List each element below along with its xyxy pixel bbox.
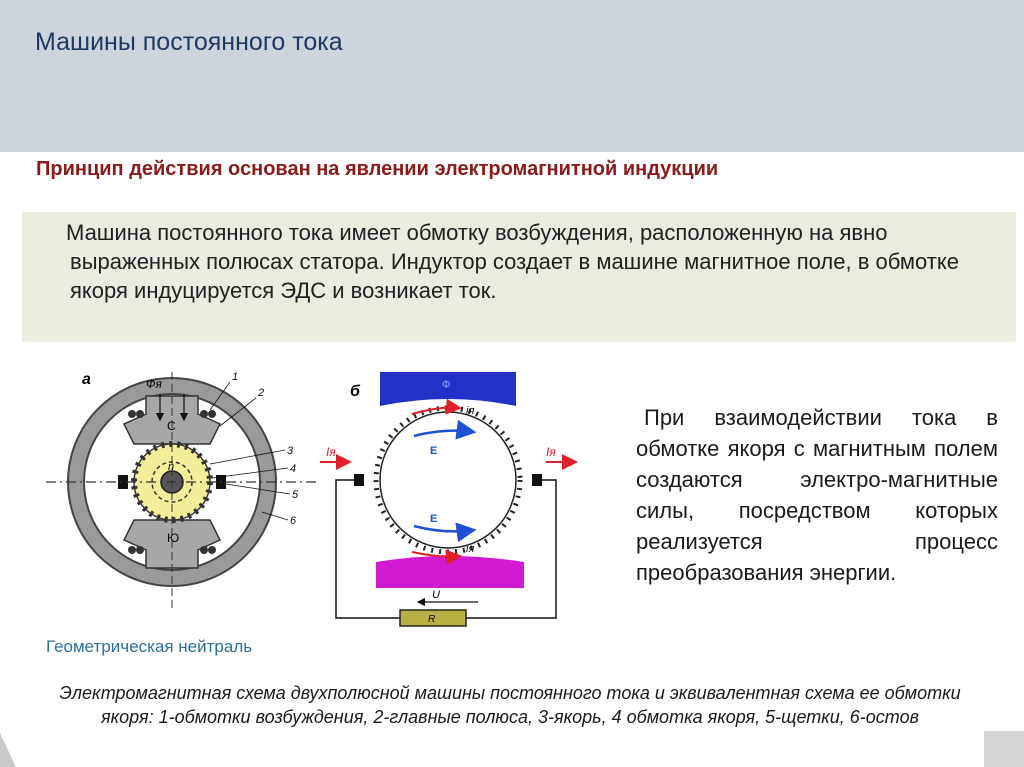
pole-top-letter: Ф [442, 379, 451, 391]
slide-title: Машины постоянного тока [35, 28, 343, 56]
emf-top: E [430, 445, 438, 457]
label-b: б [350, 383, 360, 400]
corner-decoration-left [0, 733, 16, 767]
num-2: 2 [258, 387, 265, 399]
num-6: 6 [290, 515, 297, 527]
neutral-label: Геометрическая нейтраль [46, 637, 253, 656]
equivalent-circuit [320, 372, 576, 626]
armature-current-top: iя [466, 405, 475, 417]
brush-b-right [532, 474, 542, 486]
num-1: 1 [232, 371, 239, 383]
num-4: 4 [290, 463, 297, 475]
pole-south-label: Ю [167, 531, 180, 545]
figure-caption: Электромагнитная схема двухполюсной машины постоянного тока и эквивалентная схема ее обмотки якоря: 1-обмотки возбуждения, 2-главные полюса, 3-якорь, 4 обмотка якоря, 5-щетки, 6-остов [59, 683, 961, 727]
pole-bottom-magenta [376, 556, 524, 588]
speed-label: n [168, 461, 175, 473]
resistor-label: R [428, 614, 436, 625]
slide-header [0, 0, 1024, 152]
current-right-label: Iя [546, 445, 556, 459]
pole-north-label: С [167, 419, 176, 433]
num-5: 5 [292, 489, 299, 501]
armature-current-bottom: iя [466, 543, 475, 555]
current-left-label: Iя [326, 445, 336, 459]
emf-bottom: E [430, 513, 438, 525]
intro-text: Машина постоянного тока имеет обмотку возбуждения, расположенную на явно выраженных полюсах статора. Индуктор создает в машине магнитное поле, в обмотке якоря индуцируется ЭДС и возникает ток. [66, 220, 959, 303]
interaction-description: При взаимодействии тока в обмотке якоря с магнитным полем создаются электро-магнитные силы, посредством которых реализуется процесс преобразования энергии. [636, 405, 998, 585]
flux-label: Фя [146, 377, 162, 391]
voltage-label: U [432, 589, 440, 601]
machine-diagram [40, 362, 600, 632]
label-a: а [82, 371, 91, 388]
machine-cross-section [46, 371, 318, 610]
corner-decoration-right [984, 731, 1024, 767]
num-3: 3 [287, 445, 294, 457]
principle-heading: Принцип действия основан на явлении электромагнитной индукции [36, 158, 719, 180]
brush-b-left [354, 474, 364, 486]
